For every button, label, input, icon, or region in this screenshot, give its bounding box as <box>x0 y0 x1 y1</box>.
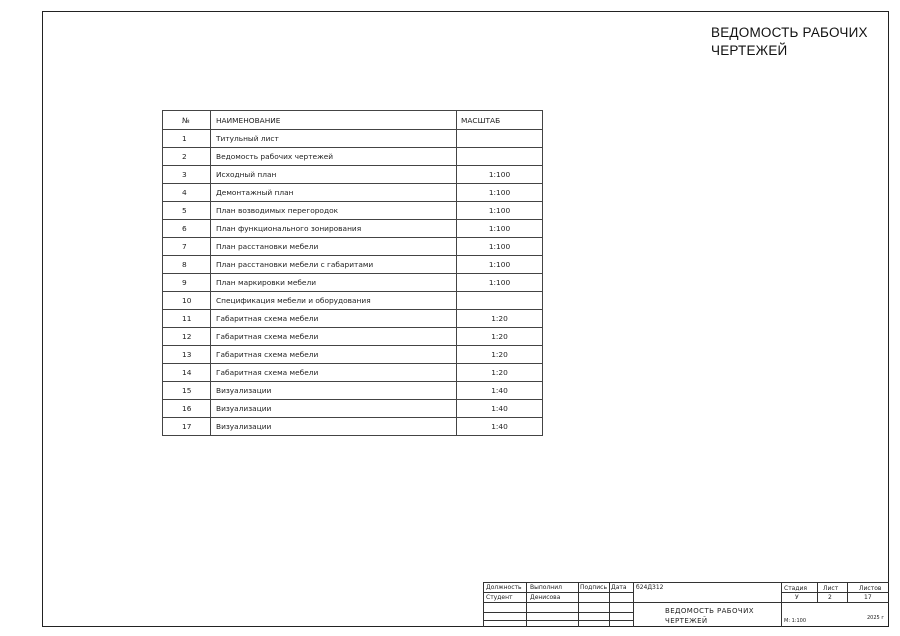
table-row <box>163 274 543 292</box>
title-block <box>483 582 889 627</box>
row-scale: 1:40 <box>457 382 543 400</box>
tb-vline-7 <box>847 582 848 602</box>
tb-sheets-label: Листов <box>859 585 882 592</box>
row-name: Спецификация мебели и оборудования <box>211 292 457 310</box>
tb-col-performed: Выполнил <box>530 584 562 591</box>
row-scale: 1:20 <box>457 328 543 346</box>
tb-vline-4 <box>633 582 634 627</box>
sheet-title <box>711 24 886 60</box>
tb-sheets-value: 17 <box>864 594 872 601</box>
row-name: Визуализации <box>211 382 457 400</box>
row-number: 5 <box>163 202 211 220</box>
header-num: № <box>163 111 211 130</box>
row-number: 11 <box>163 310 211 328</box>
tb-hline-r1 <box>781 592 889 593</box>
row-name: Демонтажный план <box>211 184 457 202</box>
row-name: Визуализации <box>211 418 457 436</box>
row-name: Титульный лист <box>211 130 457 148</box>
row-name: Визуализации <box>211 400 457 418</box>
tb-hline-1 <box>483 592 633 593</box>
row-scale: 1:20 <box>457 310 543 328</box>
row-scale <box>457 130 543 148</box>
row-scale: 1:100 <box>457 220 543 238</box>
table-row <box>163 256 543 274</box>
row-number: 14 <box>163 364 211 382</box>
row-number: 13 <box>163 346 211 364</box>
row-number: 16 <box>163 400 211 418</box>
tb-vline-2 <box>578 582 579 627</box>
table-row <box>163 418 543 436</box>
tb-hline-3 <box>483 612 633 613</box>
tb-vline-5 <box>781 582 782 627</box>
tb-doc-title-line-1: ВЕДОМОСТЬ РАБОЧИХ <box>665 607 754 615</box>
tb-code: б24Д312 <box>636 584 664 591</box>
row-name: Габаритная схема мебели <box>211 364 457 382</box>
row-scale: 1:20 <box>457 346 543 364</box>
table-row <box>163 310 543 328</box>
row-number: 9 <box>163 274 211 292</box>
table-row <box>163 130 543 148</box>
tb-stage-value: У <box>795 594 799 601</box>
tb-col-position: Должность <box>486 584 522 591</box>
tb-border-top <box>483 582 889 583</box>
row-name: Габаритная схема мебели <box>211 328 457 346</box>
tb-scale: М: 1:100 <box>784 618 806 624</box>
table-row <box>163 202 543 220</box>
header-scale: МАСШТАБ <box>457 111 543 130</box>
tb-hline-mid <box>633 602 781 603</box>
row-scale: 1:40 <box>457 418 543 436</box>
drawings-list-table <box>162 110 543 436</box>
table-row <box>163 166 543 184</box>
row-name: Габаритная схема мебели <box>211 346 457 364</box>
row-number: 15 <box>163 382 211 400</box>
tb-hline-r2 <box>781 602 889 603</box>
row-name: План маркировки мебели <box>211 274 457 292</box>
table-row <box>163 148 543 166</box>
row-name: План возводимых перегородок <box>211 202 457 220</box>
row-number: 6 <box>163 220 211 238</box>
row-scale <box>457 148 543 166</box>
table-row <box>163 292 543 310</box>
row-scale <box>457 292 543 310</box>
tb-sheet-value: 2 <box>828 594 832 601</box>
tb-col-date: Дата <box>611 584 627 591</box>
row-scale: 1:100 <box>457 166 543 184</box>
row-name: Исходный план <box>211 166 457 184</box>
tb-col-signature: Подпись <box>580 584 607 591</box>
row-number: 17 <box>163 418 211 436</box>
row-number: 7 <box>163 238 211 256</box>
row-scale: 1:20 <box>457 364 543 382</box>
row-name: План расстановки мебели с габаритами <box>211 256 457 274</box>
row-scale: 1:100 <box>457 238 543 256</box>
tb-doc-title-line-2: ЧЕРТЕЖЕЙ <box>665 617 708 625</box>
table-row <box>163 184 543 202</box>
row-name: Ведомость рабочих чертежей <box>211 148 457 166</box>
table-row <box>163 238 543 256</box>
row-scale: 1:40 <box>457 400 543 418</box>
row-name: План функционального зонирования <box>211 220 457 238</box>
row-scale: 1:100 <box>457 184 543 202</box>
tb-year: 2025 г <box>867 615 884 621</box>
table-row <box>163 328 543 346</box>
row-number: 2 <box>163 148 211 166</box>
table-row <box>163 382 543 400</box>
tb-role: Студент <box>486 594 513 601</box>
table-row <box>163 220 543 238</box>
tb-stage-label: Стадия <box>784 585 808 592</box>
row-name: Габаритная схема мебели <box>211 310 457 328</box>
tb-sheet-label: Лист <box>823 585 839 592</box>
table-row <box>163 364 543 382</box>
tb-author: Денисова <box>530 594 561 601</box>
row-scale: 1:100 <box>457 202 543 220</box>
row-number: 10 <box>163 292 211 310</box>
tb-vline-3 <box>609 582 610 627</box>
row-number: 12 <box>163 328 211 346</box>
table-header-row <box>163 111 543 130</box>
sheet-title-line-1: ВЕДОМОСТЬ РАБОЧИХ <box>711 25 868 40</box>
row-number: 1 <box>163 130 211 148</box>
tb-hline-4 <box>483 620 633 621</box>
sheet-title-line-2: ЧЕРТЕЖЕЙ <box>711 43 788 58</box>
table-row <box>163 400 543 418</box>
tb-hline-2 <box>483 602 633 603</box>
row-number: 4 <box>163 184 211 202</box>
row-number: 8 <box>163 256 211 274</box>
row-number: 3 <box>163 166 211 184</box>
tb-vline-1 <box>526 582 527 627</box>
row-scale: 1:100 <box>457 256 543 274</box>
row-name: План расстановки мебели <box>211 238 457 256</box>
table-row <box>163 346 543 364</box>
tb-vline-6 <box>817 582 818 602</box>
row-scale: 1:100 <box>457 274 543 292</box>
header-name: НАИМЕНОВАНИЕ <box>211 111 457 130</box>
